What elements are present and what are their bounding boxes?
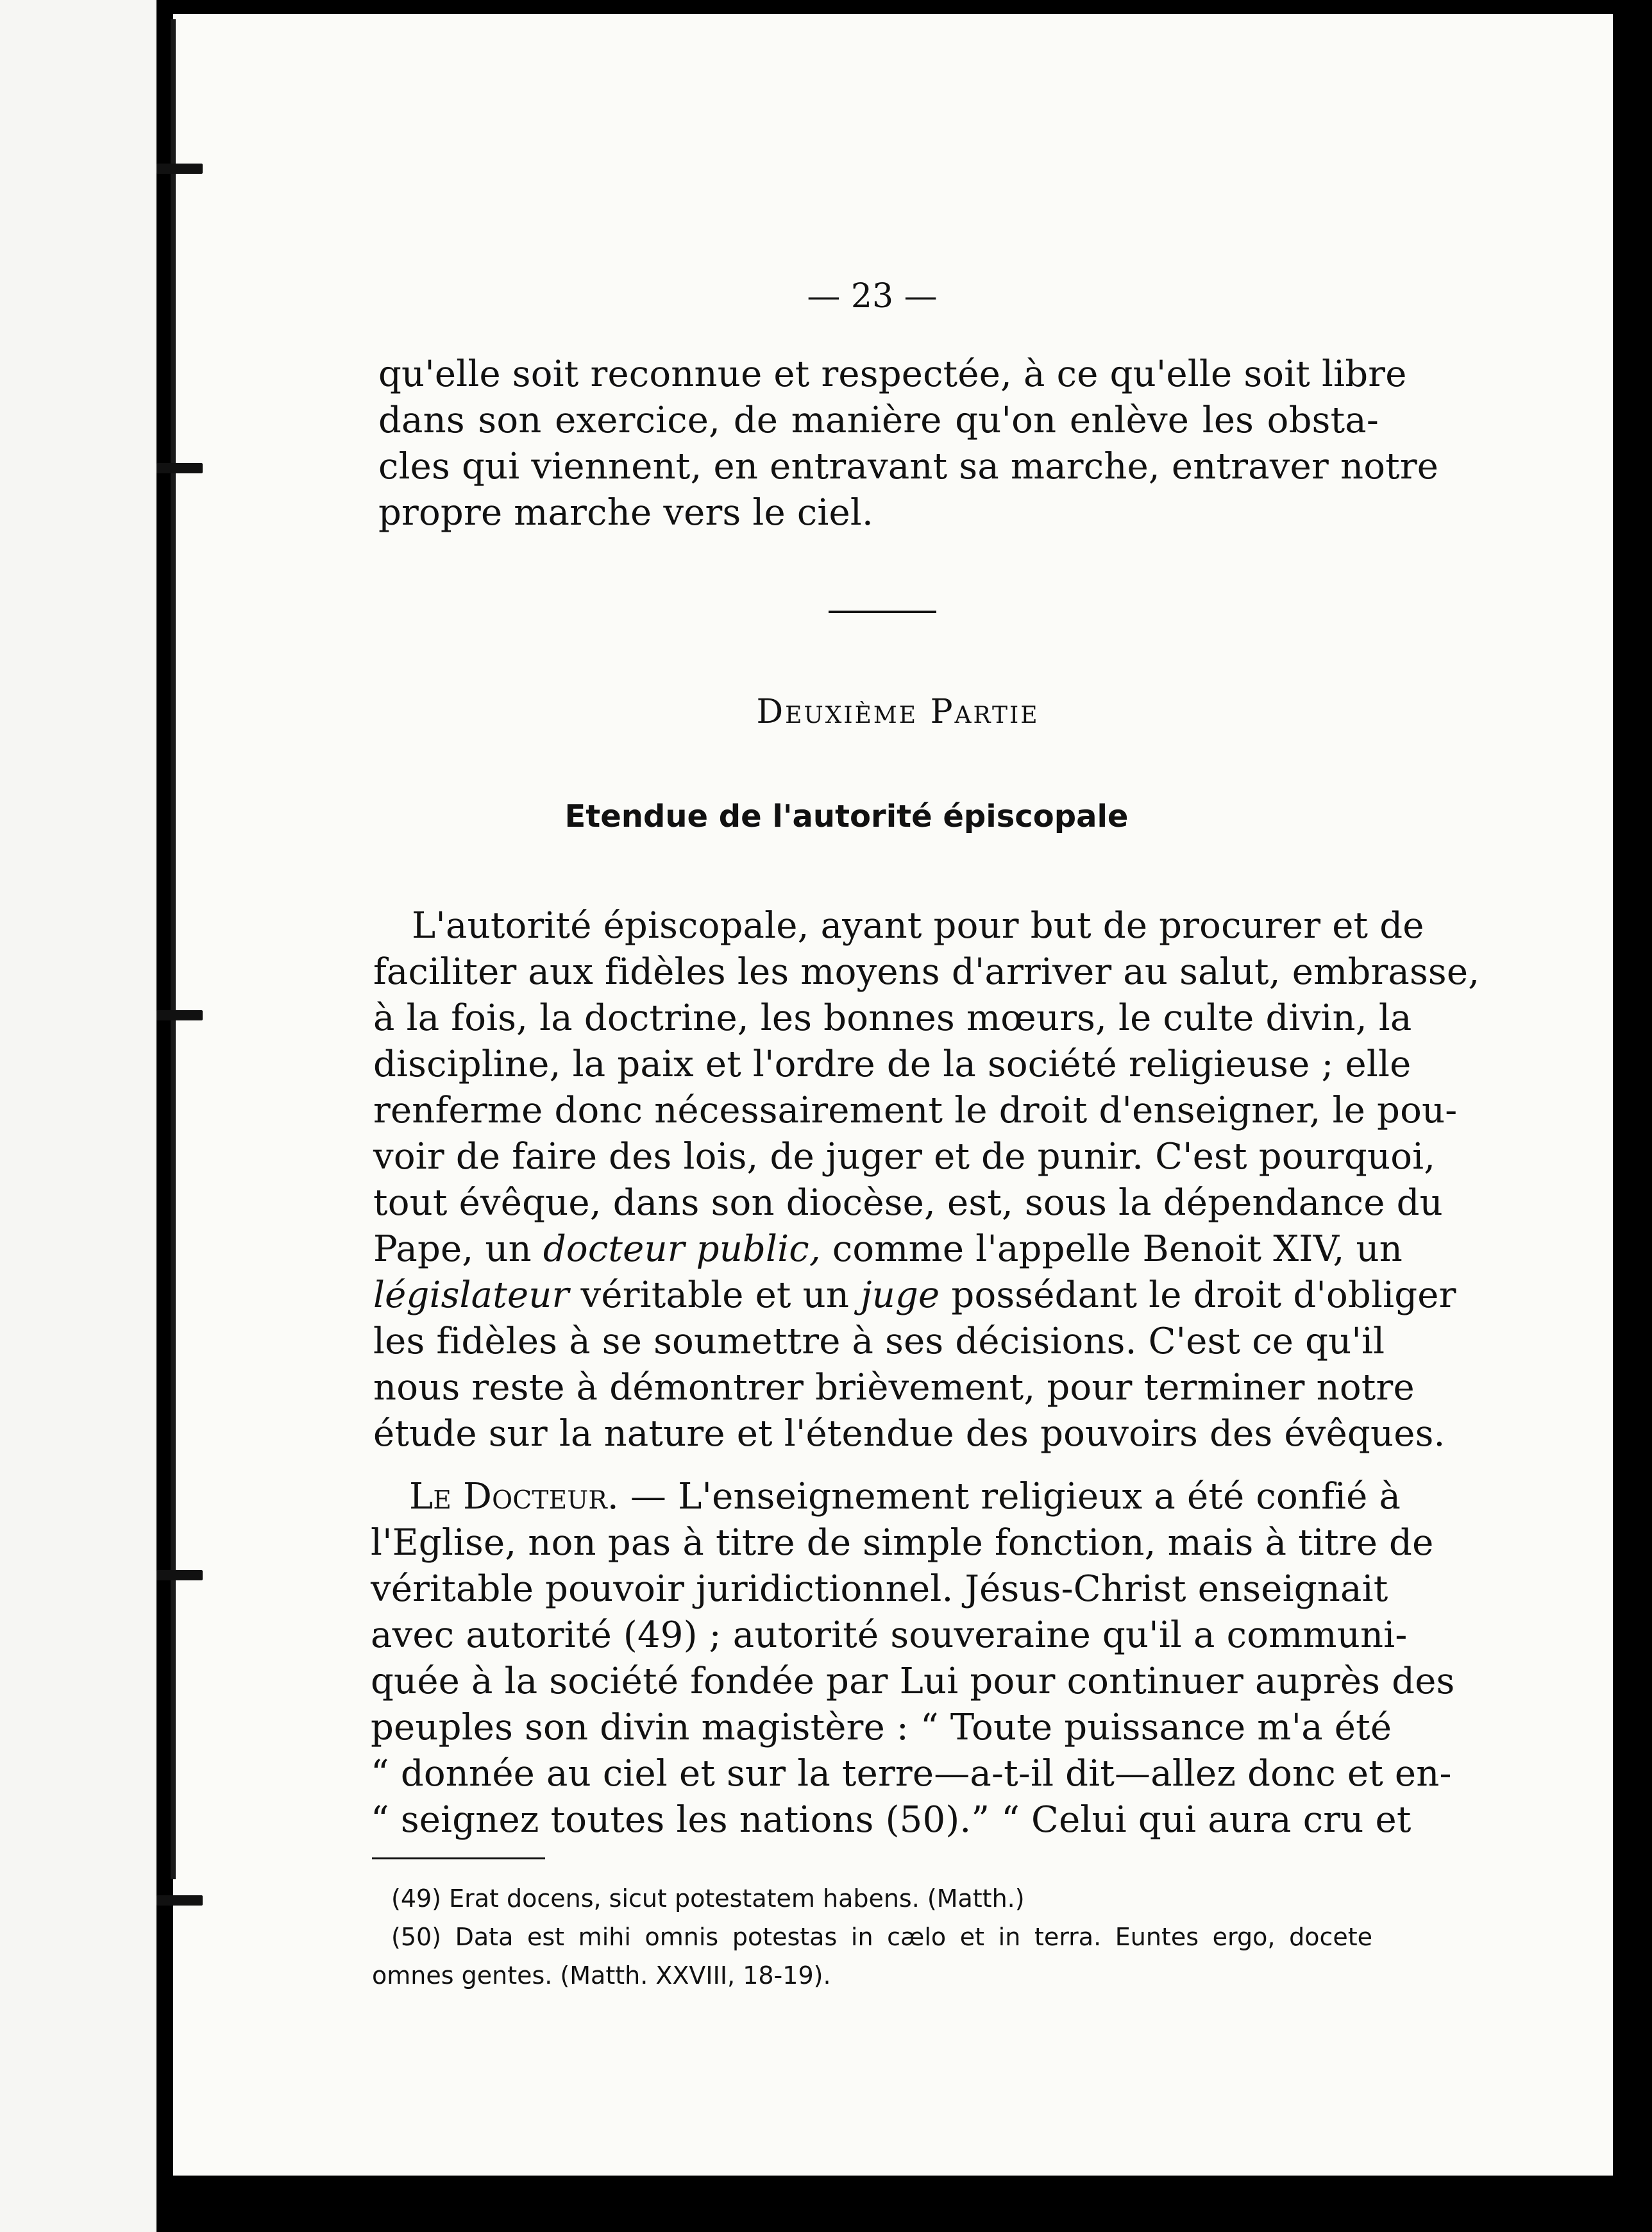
text-line: L'autorité épiscopale, ayant pour but de procurer et de bbox=[412, 905, 1424, 947]
italic-term-docteur-public: docteur public, bbox=[543, 1228, 821, 1270]
bottom-scan-border bbox=[173, 2176, 1613, 2232]
footnotes bbox=[372, 1879, 1372, 1995]
text-line: “ donnée au ciel et sur la terre—a-t-il dit—allez donc et en- bbox=[371, 1753, 1452, 1795]
text-line: qu'elle soit reconnue et respectée, à ce qu'elle soit libre bbox=[378, 353, 1407, 395]
text-line: dans son exercice, de manière qu'on enlève les obsta- bbox=[378, 400, 1379, 441]
text-line: étude sur la nature et l'étendue des pouvoirs des évêques. bbox=[373, 1413, 1446, 1455]
text-line: cles qui viennent, en entravant sa marche, entraver notre bbox=[378, 446, 1439, 487]
page-number: — 23 — bbox=[807, 277, 938, 316]
footnote-50-continued: omnes gentes. (Matth. XXVIII, 18-19). bbox=[372, 1961, 831, 1990]
italic-term-juge: juge bbox=[861, 1274, 940, 1316]
text-line: véritable pouvoir juridictionnel. Jésus-Christ enseignait bbox=[371, 1568, 1388, 1610]
italic-term-legislateur: législateur bbox=[373, 1274, 569, 1316]
text-line: à la fois, la doctrine, les bonnes mœurs, le culte divin, la bbox=[373, 997, 1412, 1039]
text-line: les fidèles à se soumettre à ses décisions. C'est ce qu'il bbox=[373, 1321, 1385, 1362]
binding-line bbox=[171, 19, 176, 1879]
text-line: faciliter aux fidèles les moyens d'arriver au salut, embrasse, bbox=[373, 951, 1480, 993]
text-line: tout évêque, dans son diocèse, est, sous la dépendance du bbox=[373, 1182, 1443, 1224]
text-line: voir de faire des lois, de juger et de punir. C'est pourquoi, bbox=[373, 1136, 1436, 1178]
part-title: Deuxième Partie bbox=[756, 693, 1040, 731]
text-line: “ seignez toutes les nations (50).” “ Celui qui aura cru et bbox=[371, 1799, 1412, 1841]
text-line: quée à la société fondée par Lui pour continuer auprès des bbox=[371, 1661, 1455, 1702]
binding-stitch bbox=[156, 463, 203, 473]
section-separator bbox=[829, 611, 936, 613]
section-title: Etendue de l'autorité épiscopale bbox=[564, 799, 1129, 834]
footnote-49: (49) Erat docens, sicut potestatem habens. (Matth.) bbox=[391, 1884, 1025, 1913]
text-line bbox=[373, 1226, 1403, 1272]
footnote-rule bbox=[372, 1857, 545, 1859]
text-line bbox=[371, 1474, 1401, 1520]
text-run: véritable et un bbox=[569, 1274, 861, 1316]
text-line: nous reste à démontrer brièvement, pour terminer notre bbox=[373, 1367, 1415, 1408]
text-line: l'Eglise, non pas à titre de simple fonction, mais à titre de bbox=[371, 1522, 1434, 1564]
right-scan-border bbox=[1613, 0, 1652, 2232]
docteur-paragraph bbox=[371, 1474, 1455, 1843]
top-scan-border bbox=[173, 0, 1613, 14]
facing-page-edge bbox=[0, 0, 156, 2232]
text-run: Pape, un bbox=[373, 1228, 543, 1270]
binding-stitch bbox=[156, 1895, 203, 1906]
continued-paragraph bbox=[378, 351, 1439, 536]
text-line bbox=[373, 1272, 1456, 1319]
text-line: renferme donc nécessairement le droit d'enseigner, le pou- bbox=[373, 1090, 1458, 1131]
binding-stitch bbox=[156, 164, 203, 174]
text-line: propre marche vers le ciel. bbox=[378, 492, 873, 534]
binding-stitch bbox=[156, 1010, 203, 1020]
text-run: possédant le droit d'obliger bbox=[940, 1274, 1456, 1316]
footnote-50: (50) Data est mihi omnis potestas in cælo et in terra. Euntes ergo, docete bbox=[391, 1923, 1372, 1951]
binding-stitch bbox=[156, 1570, 203, 1580]
authority-paragraph bbox=[373, 903, 1480, 1457]
text-run: — L'enseignement religieux a été confié à bbox=[618, 1476, 1401, 1518]
text-run: comme l'appelle Benoit XIV, un bbox=[820, 1228, 1403, 1270]
text-line: peuples son divin magistère : “ Toute puissance m'a été bbox=[371, 1707, 1392, 1748]
text-line: avec autorité (49) ; autorité souveraine qu'il a communi- bbox=[371, 1614, 1408, 1656]
lead-caps-heading: Le Docteur. bbox=[409, 1476, 619, 1518]
text-line: discipline, la paix et l'ordre de la société religieuse ; elle bbox=[373, 1044, 1412, 1085]
